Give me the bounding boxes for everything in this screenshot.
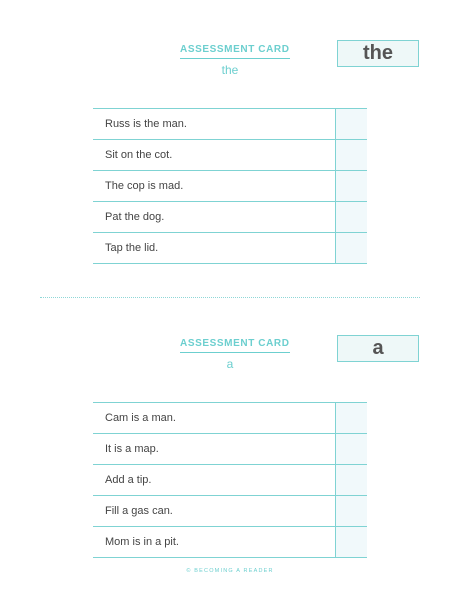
sentence-text: Pat the dog. (93, 202, 336, 232)
card-title: ASSESSMENT CARD (180, 44, 290, 59)
sight-word-box: the (337, 40, 419, 67)
sentence-text: Add a tip. (93, 465, 336, 495)
card-header (180, 333, 290, 371)
table-row (93, 434, 367, 465)
sentence-text: Mom is in a pit. (93, 527, 336, 557)
sight-word-box: a (337, 335, 419, 362)
card-title: ASSESSMENT CARD (180, 338, 290, 353)
copyright-footer: © BECOMING A READER (186, 568, 274, 574)
table-row (93, 496, 367, 527)
sentence-text: Fill a gas can. (93, 496, 336, 526)
card-subtitle-word: a (226, 357, 234, 371)
check-cell[interactable] (336, 465, 367, 495)
card-subtitle-word: the (221, 63, 239, 77)
check-cell[interactable] (336, 434, 367, 464)
sentence-text: Sit on the cot. (93, 140, 336, 170)
check-cell[interactable] (336, 527, 367, 557)
table-row (93, 403, 367, 434)
table-row (93, 527, 367, 558)
sentence-text: Russ is the man. (93, 109, 336, 139)
sentence-text: It is a map. (93, 434, 336, 464)
sentence-text: Cam is a man. (93, 403, 336, 433)
check-cell[interactable] (336, 403, 367, 433)
cut-line-divider (40, 297, 420, 298)
sentence-text: Tap the lid. (93, 233, 336, 263)
check-cell[interactable] (336, 496, 367, 526)
sentence-table (93, 402, 367, 558)
sentence-text: The cop is mad. (93, 171, 336, 201)
table-row (93, 465, 367, 496)
